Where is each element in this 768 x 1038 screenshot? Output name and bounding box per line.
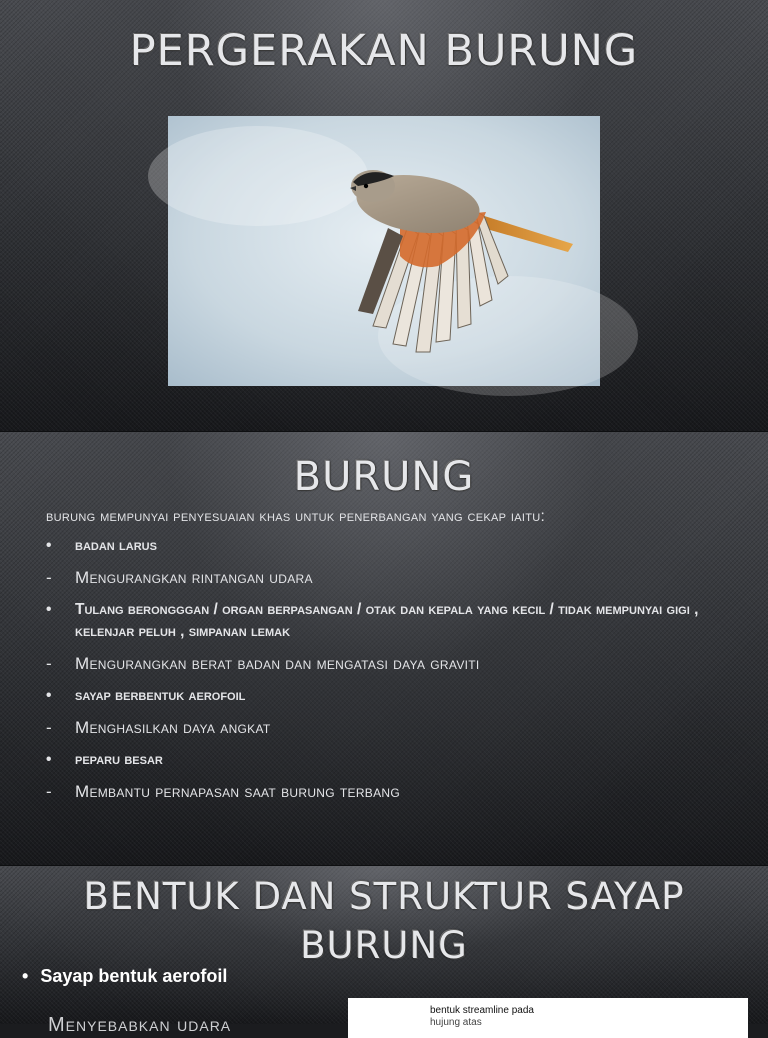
intro-text: burung mempunyai penyesuaian khas untuk penerbangan yang cekap iaitu:	[46, 508, 546, 525]
slide-3	[0, 866, 768, 1036]
dash-marker: -	[46, 782, 52, 801]
slide-2	[0, 432, 768, 866]
figure-caption: bentuk streamline pada	[430, 1005, 534, 1016]
dash-marker: -	[46, 568, 52, 587]
list-item	[46, 685, 726, 707]
bullet-marker: •	[46, 751, 52, 768]
list-item-text: Menghasilkan daya angkat	[75, 718, 271, 737]
title-line-1: BENTUK DAN STRUKTUR SAYAP	[83, 875, 685, 918]
list-item	[46, 781, 726, 803]
dash-marker: -	[46, 654, 52, 673]
list-item	[46, 653, 726, 675]
list-item-text: badan larus	[75, 537, 157, 554]
list-item	[46, 749, 726, 771]
bullet-marker: •	[46, 537, 52, 554]
slide-title	[0, 872, 768, 970]
list-item-text: Sayap bentuk aerofoil	[40, 966, 228, 986]
dash-marker: -	[46, 718, 52, 737]
bullet-marker: •	[22, 966, 29, 986]
slide-title: BURUNG	[293, 454, 475, 500]
slide-title: PERGERAKAN BURUNG	[129, 26, 639, 76]
figure-caption: hujung atas	[430, 1017, 482, 1028]
partial-text: Menyebabkan udara	[48, 1014, 232, 1036]
list-item-text: Membantu pernapasan saat burung terbang	[75, 782, 401, 801]
list-item-text: Mengurangkan rintangan udara	[75, 568, 313, 587]
list-item-text: Tulang berongggan / organ berpasangan / otak dan kepala yang kecil / tidak mempunyai gigi , kelenjar peluh , simpanan lemak	[75, 601, 699, 640]
list-item	[46, 567, 726, 589]
aerofoil-figure	[348, 998, 748, 1038]
bullet-marker: •	[46, 687, 52, 704]
list-item-text: peparu besar	[75, 751, 163, 768]
bullet-marker: •	[46, 601, 52, 618]
list-item-text: Mengurangkan berat badan dan mengatasi daya graviti	[75, 654, 480, 673]
title-line-2: BURUNG	[300, 924, 468, 967]
slide-1	[0, 0, 768, 432]
list-item	[22, 966, 227, 987]
list-item	[46, 535, 726, 557]
bird-photo	[168, 116, 600, 386]
list-item	[46, 599, 726, 643]
slide-body	[46, 506, 726, 813]
list-item	[46, 717, 726, 739]
list-item-text: sayap berbentuk aerofoil	[75, 687, 246, 704]
